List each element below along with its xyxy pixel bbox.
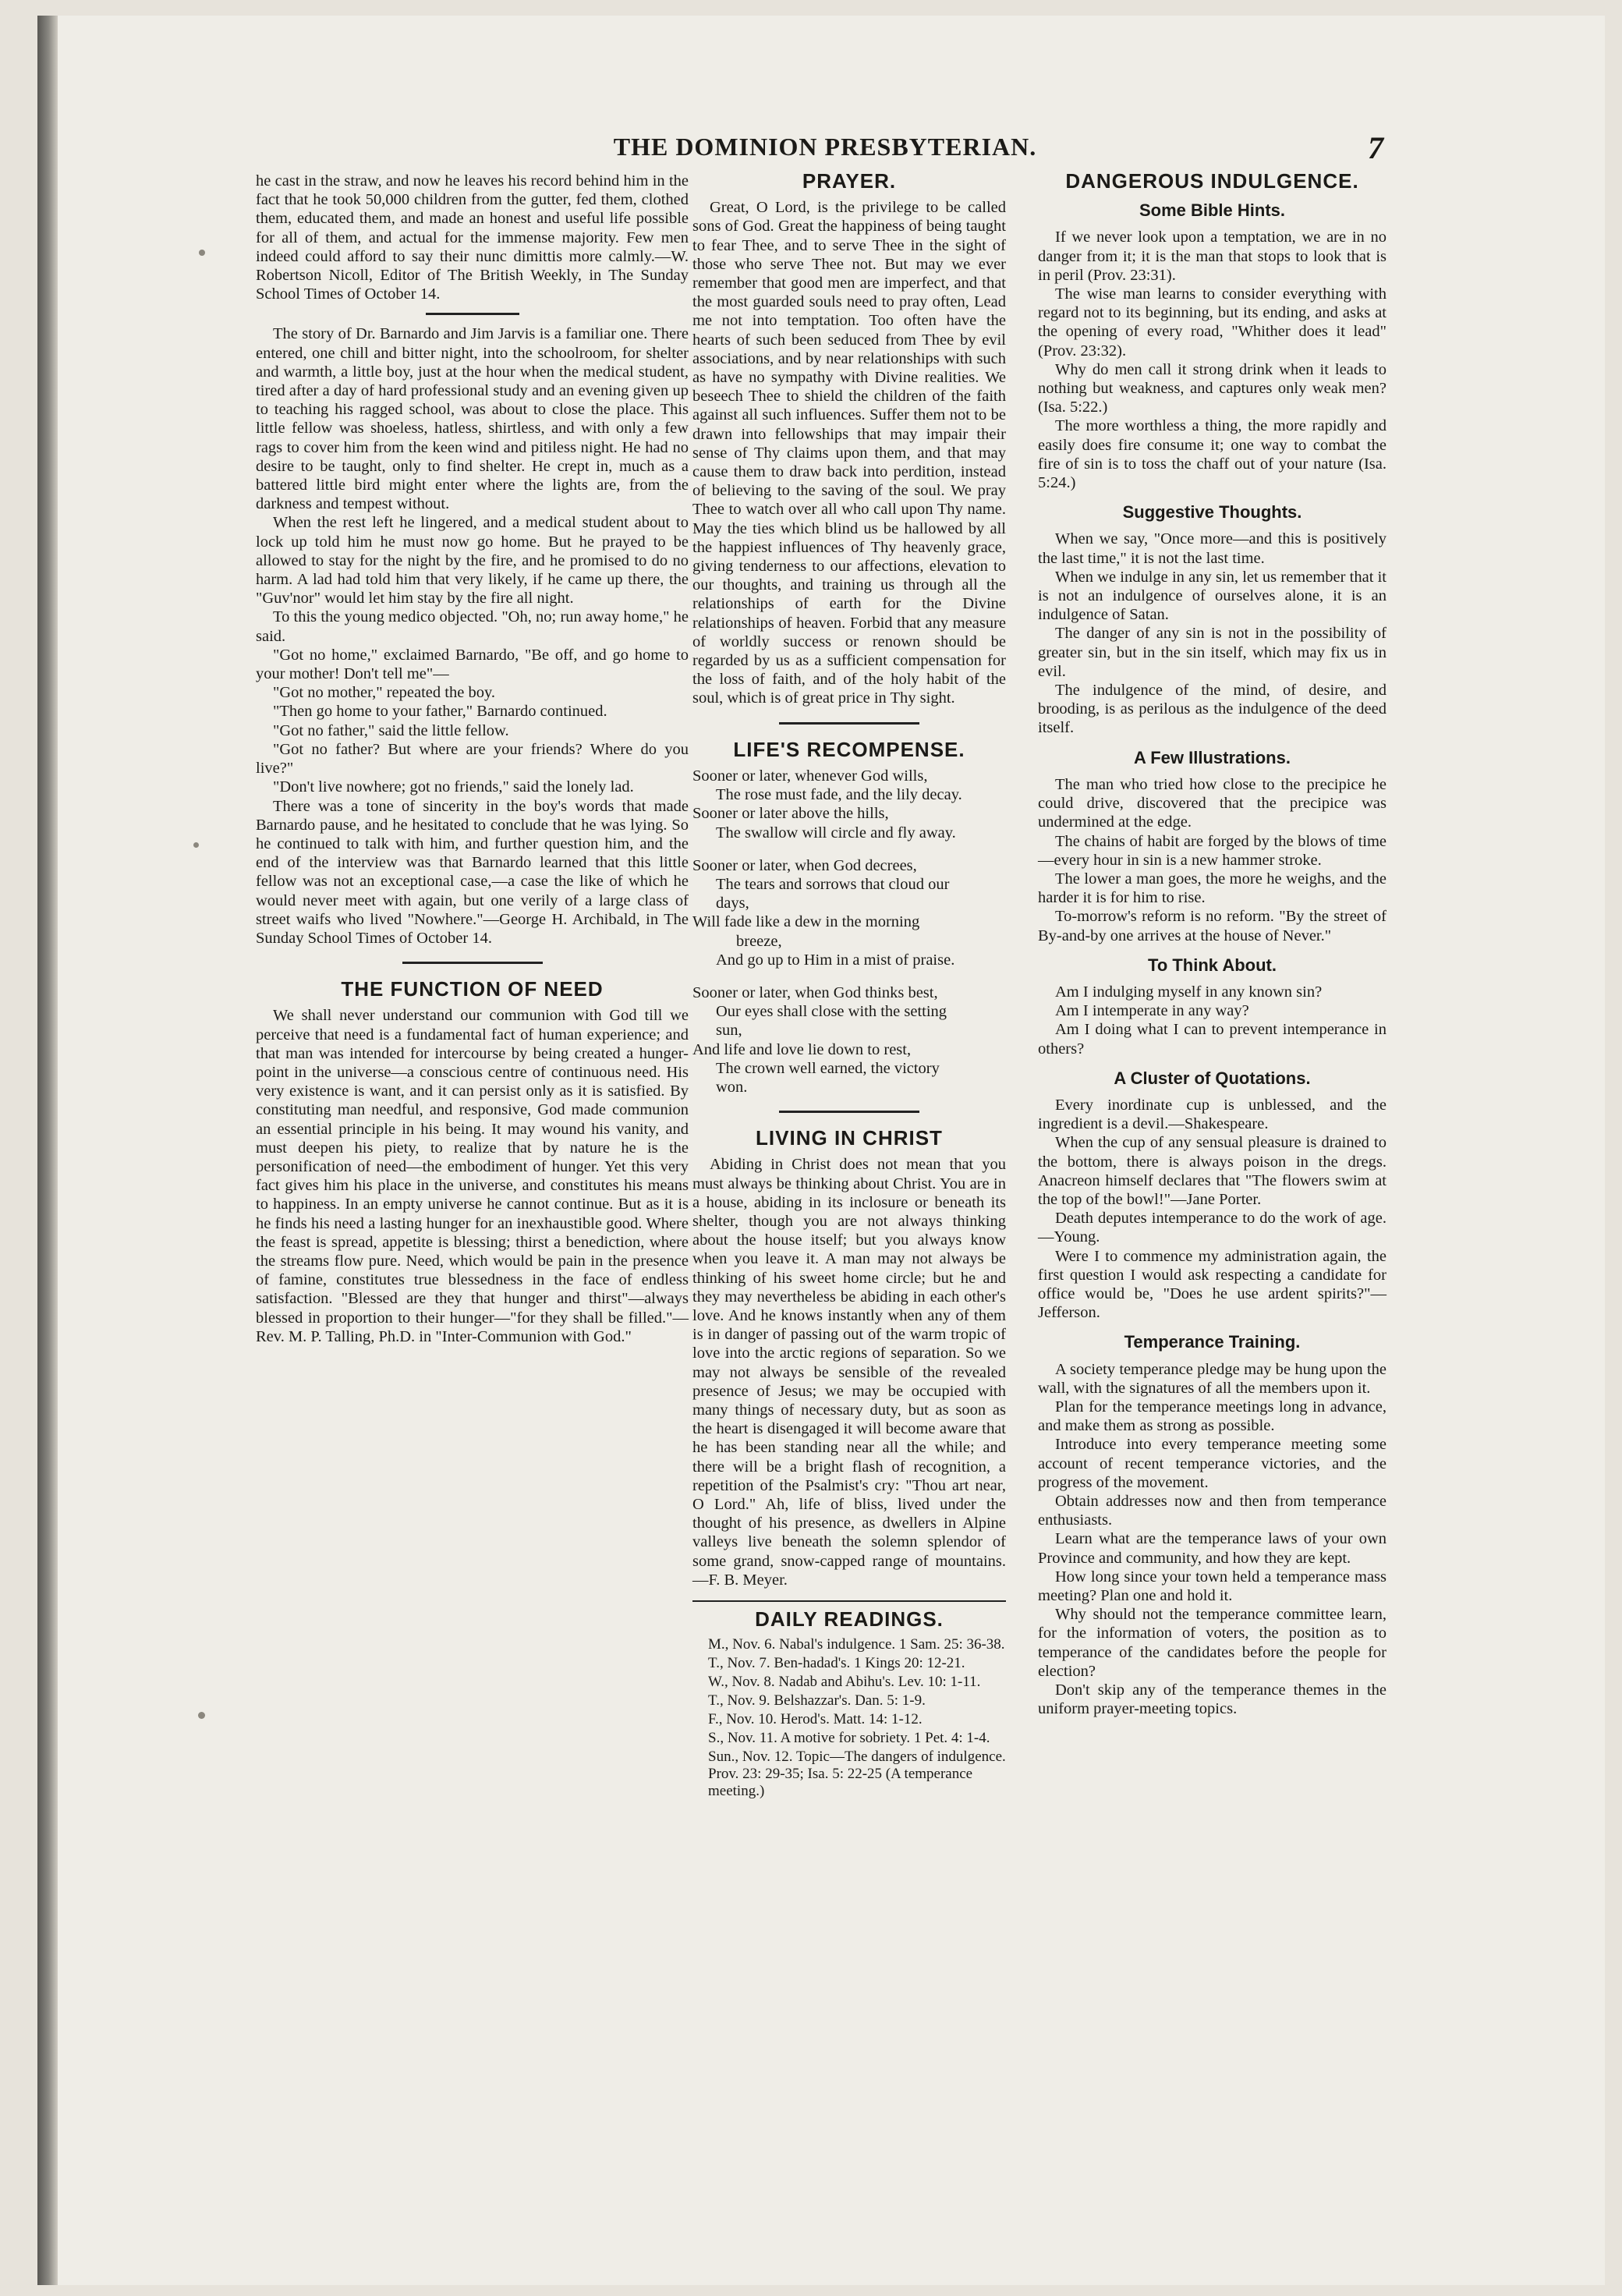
paragraph: The chains of habit are forged by the blows of time—every hour in sin is a new hammer stroke. bbox=[1038, 832, 1386, 869]
subheading-quotations: A Cluster of Quotations. bbox=[1114, 1068, 1311, 1088]
reading-item: F., Nov. 10. Herod's. Matt. 14: 1-12. bbox=[708, 1711, 923, 1728]
paragraph: When we say, "Once more—and this is positively the last time," it is not the last time. bbox=[1038, 530, 1386, 567]
poem-line: Our eyes shall close with the setting bbox=[716, 1003, 947, 1021]
divider bbox=[779, 1111, 919, 1113]
reading-item: Sun., Nov. 12. Topic—The dangers of indulgence. Prov. 23: 29-35; Isa. 5: 22-25 (A temperance meeting.) bbox=[708, 1749, 1006, 1800]
subheading-temperance-training: Temperance Training. bbox=[1124, 1332, 1301, 1352]
reading-item: W., Nov. 8. Nadab and Abihu's. Lev. 10: 1-11. bbox=[708, 1674, 981, 1691]
subheading-to-think-about: To Think About. bbox=[1148, 955, 1277, 975]
paragraph: The story of Dr. Barnardo and Jim Jarvis is a familiar one. There entered, one chill and bitter night, into the schoolroom, for shelter and warmth, a little boy, just at the hour when the medical student, tired after a day of hard professional study and an evening given up to teaching his ragged school, was about to close the place. This little fellow was shoeless, hatless, shirtless, and with only a few rags to cover him from the keen wind and pitiless night. He had no desire to be taught, only to find shelter. He crept in, much as a battered little bird might enter where the lights are, from the darkness and tempest without. bbox=[256, 325, 689, 513]
paragraph: When the rest left he lingered, and a medical student about to lock up told him he must now go home. But he prayed to be allowed to stay for the night by the fire, and he promised to do no harm. A lad had told him that very likely, if he came up there, the "Guv'nor" would let him stay by the fire all night. bbox=[256, 514, 689, 608]
poem-line: breeze, bbox=[736, 932, 782, 950]
poem-line: Sooner or later above the hills, bbox=[692, 805, 889, 823]
column-right bbox=[1038, 169, 1386, 1718]
poem-line: sun, bbox=[716, 1022, 742, 1040]
paragraph: "Got no home," exclaimed Barnardo, "Be off, and go home to your mother! Don't tell me"— bbox=[256, 646, 689, 683]
paragraph: The lower a man goes, the more he weighs, and the harder it is for him to rise. bbox=[1038, 870, 1386, 907]
paragraph: The more worthless a thing, the more rapidly and easily does fire consume it; one way to combat the fire of sin is to toss the chaff out of your nature (Isa. 5:24.) bbox=[1038, 417, 1386, 492]
paragraph: The wise man learns to consider everything with regard not to its beginning, but its ending, and asks at the opening of every road, "Whither does it lead" (Prov. 23:32). bbox=[1038, 285, 1386, 360]
heading-dangerous-indulgence: DANGEROUS INDULGENCE. bbox=[1065, 169, 1359, 193]
paragraph: The danger of any sin is not in the possibility of greater sin, but in the sin itself, which may fix us in evil. bbox=[1038, 625, 1386, 680]
poem-line: The swallow will circle and fly away. bbox=[716, 824, 956, 842]
paragraph: Am I indulging myself in any known sin? bbox=[1055, 983, 1323, 1001]
ink-spot bbox=[199, 250, 205, 256]
column-middle bbox=[692, 169, 1006, 1802]
paragraph: If we never look upon a temptation, we are in no danger from it; it is the man that stops to look that is in peril (Prov. 23:31). bbox=[1038, 229, 1386, 284]
heading-daily-readings: DAILY READINGS. bbox=[755, 1607, 944, 1632]
poem-line: Sooner or later, whenever God wills, bbox=[692, 767, 928, 785]
paragraph: "Then go home to your father," Barnardo continued. bbox=[273, 703, 607, 721]
paragraph: "Got no mother," repeated the boy. bbox=[273, 684, 495, 702]
divider bbox=[402, 962, 543, 964]
ink-spot bbox=[193, 842, 199, 848]
paragraph: There was a tone of sincerity in the boy's words that made Barnardo pause, and he hesitated to conclude that he was lying. So he continued to talk with him, and further question him, and the end of the interview was that Barnardo learned that this little fellow was not an exceptional case,—a case the like of which he would never meet with again, but one verily of a large class of street waifs who lived "Nowhere."—George H. Archibald, in The Sunday School Times of October 14. bbox=[256, 797, 689, 947]
poem-line: The tears and sorrows that cloud our bbox=[716, 875, 950, 893]
poem bbox=[692, 767, 1006, 1097]
paragraph: The man who tried how close to the precipice he could drive, discovered that the precipice was undermined at the edge. bbox=[1038, 775, 1386, 831]
page-number: 7 bbox=[1368, 130, 1383, 165]
newspaper-page bbox=[37, 16, 1605, 2285]
ink-spot bbox=[198, 1712, 205, 1719]
page-header: THE DOMINION PRESBYTERIAN. bbox=[613, 133, 1037, 161]
paragraph: Don't skip any of the temperance themes in the uniform prayer-meeting topics. bbox=[1038, 1681, 1386, 1718]
paragraph: Every inordinate cup is unblessed, and the ingredient is a devil.—Shakespeare. bbox=[1038, 1096, 1386, 1133]
paragraph: "Got no father? But where are your friends? Where do you live?" bbox=[256, 740, 689, 778]
poem-line: The rose must fade, and the lily decay. bbox=[716, 786, 962, 804]
paragraph: How long since your town held a temperance mass meeting? Plan one and hold it. bbox=[1038, 1568, 1386, 1605]
subheading-illustrations: A Few Illustrations. bbox=[1134, 747, 1291, 767]
paragraph: Why should not the temperance committee learn, for the information of voters, the position as to temperance of the candidates before the people for election? bbox=[1038, 1606, 1386, 1680]
poem-line: Will fade like a dew in the morning bbox=[692, 913, 920, 931]
heading-lifes-recompense: LIFE'S RECOMPENSE. bbox=[733, 737, 965, 761]
paragraph: When the cup of any sensual pleasure is drained to the bottom, there is always poison in the dregs. Anacreon himself declares that "The flowers swim at the top of the bowl!"—Jane Porter. bbox=[1038, 1134, 1386, 1208]
divider bbox=[779, 722, 919, 725]
paragraph: When we indulge in any sin, let us remember that it is not an indulgence of ourselves alone, it is an indulgence of Satan. bbox=[1038, 568, 1386, 624]
poem-line: days, bbox=[716, 895, 749, 912]
poem-line: And go up to Him in a mist of praise. bbox=[716, 951, 955, 969]
reading-item: S., Nov. 11. A motive for sobriety. 1 Pet. 4: 1-4. bbox=[708, 1730, 990, 1747]
poem-line: The crown well earned, the victory bbox=[716, 1059, 940, 1077]
poem-line: Sooner or later, when God thinks best, bbox=[692, 983, 938, 1001]
divider bbox=[426, 313, 519, 315]
reading-item: T., Nov. 9. Belshazzar's. Dan. 5: 1-9. bbox=[708, 1692, 926, 1710]
paragraph: To-morrow's reform is no reform. "By the street of By-and-by one arrives at the house of Never." bbox=[1038, 908, 1386, 944]
poem-line: Sooner or later, when God decrees, bbox=[692, 856, 917, 874]
paragraph: A society temperance pledge may be hung upon the wall, with the signatures of all the members upon it. bbox=[1038, 1360, 1386, 1397]
paragraph: Am I doing what I can to prevent intemperance in others? bbox=[1038, 1021, 1386, 1058]
heading-prayer: PRAYER. bbox=[802, 169, 897, 193]
paragraph: Were I to commence my administration again, the first question I would ask respecting a candidate for office would be, "Does he use ardent spirits?"—Jefferson. bbox=[1038, 1247, 1386, 1322]
paragraph: Obtain addresses now and then from temperance enthusiasts. bbox=[1038, 1493, 1386, 1529]
column-left bbox=[256, 172, 689, 1346]
paragraph: Introduce into every temperance meeting some account of recent temperance victories, and the progress of the movement. bbox=[1038, 1436, 1386, 1491]
paragraph: Learn what are the temperance laws of your own Province and community, and how they are kept. bbox=[1038, 1530, 1386, 1567]
paragraph: "Got no father," said the little fellow. bbox=[273, 721, 509, 739]
heading-living-in-christ: LIVING IN CHRIST bbox=[756, 1126, 943, 1150]
paragraph: "Don't live nowhere; got no friends," said the lonely lad. bbox=[273, 778, 634, 796]
paragraph: The indulgence of the mind, of desire, and brooding, is as perilous as the indulgence of the deed itself. bbox=[1038, 682, 1386, 737]
paragraph: Abiding in Christ does not mean that you must always be thinking about Christ. You are in a house, abiding in its inclosure or beneath its shelter, though you are not always thinking about the house itself; but you always know when you leave it. A man may not always be thinking of his sweet home circle; but he and they may nevertheless be abiding in each other's love. And he knows instantly when any of them is in danger of passing out of the warm tropic of love into the arctic regions of separation. So we may not always be sensible of the revealed presence of Jesus; we may be occupied with many things of necessary duty, but as soon as the heart is disengaged it will become aware that he has been standing near all the while; and there will be a bright flash of recognition, a repetition of the Psalmist's cry: "Thou art near, O Lord." Ah, life of bliss, lived under the thought of his presence, as dwellers in Alpine valleys live beneath the solemn splendor of some grand, snow-capped range of mountains.—F. B. Meyer. bbox=[692, 1156, 1006, 1589]
subheading-suggestive-thoughts: Suggestive Thoughts. bbox=[1122, 502, 1302, 523]
paragraph: Plan for the temperance meetings long in advance, and make them as strong as possible. bbox=[1038, 1398, 1386, 1435]
readings-list bbox=[692, 1636, 1006, 1800]
reading-item: M., Nov. 6. Nabal's indulgence. 1 Sam. 25: 36-38. bbox=[708, 1636, 1005, 1653]
paragraph: Great, O Lord, is the privilege to be called sons of God. Great the happiness of being taught to fear Thee, and to serve Thee in the sight of those who serve Thee not. But may we ever remember that good men are imperfect, and that the most guarded souls need to pray often, Lead me not into temptation. Too often have the hearts of such been seduced from Thee by evil associations, and by near relationships with such as have no sympathy with Divine realities. We beseech Thee to shield the children of the faith against all such influences. Suffer them not to be drawn into fellowships that may impair their sense of Thy claims upon them, and that may cause them to draw back into perdition, instead of believing to the saving of the soul. We pray Thee to watch over all who call upon Thy name. May the ties which blind us be hallowed by all the happiest influences of Thy heavenly grace, giving tenderness to our affections, elevation to our thoughts, and training us through all the relationships of earth for the Divine relationships of heaven. Forbid that any measure of worldly success or renown should be regarded by us as a sufficient compensation for the loss of faith, and of the holy habit of the soul, which is of great price in Thy sight. bbox=[692, 199, 1006, 707]
daily-readings-box bbox=[692, 1600, 1006, 1800]
paragraph: Why do men call it strong drink when it leads to nothing but weakness, and captures only weak men? (Isa. 5:22.) bbox=[1038, 360, 1386, 416]
reading-item: T., Nov. 7. Ben-hadad's. 1 Kings 20: 12-21. bbox=[708, 1655, 965, 1672]
poem-line: And life and love lie down to rest, bbox=[692, 1040, 912, 1058]
paragraph: Am I intemperate in any way? bbox=[1055, 1002, 1249, 1020]
poem-line: won. bbox=[716, 1078, 748, 1096]
heading-function-of-need: THE FUNCTION OF NEED bbox=[341, 977, 604, 1001]
paragraph: he cast in the straw, and now he leaves his record behind him in the fact that he took 50,000 children from the gutter, fed them, clothed them, educated them, and made an honest and useful life possible for all of them, and actual for the immense majority. Few men indeed could afford to say their nunc dimittis more calmly.—W. Robertson Nicoll, Editor of The British Weekly, in The Sunday School Times of October 14. bbox=[256, 172, 689, 303]
paragraph: Death deputes intemperance to do the work of age.—Young. bbox=[1038, 1210, 1386, 1246]
binding-spine bbox=[37, 16, 58, 2285]
paragraph: We shall never understand our communion with God till we perceive that need is a fundamental fact of human experience; and that man was intended for intercourse by being created a hunger-point in the universe—a conscious centre of continuous need. His very existence is want, and it can persist only as it is satisfied. By constituting man needful, and responsive, God made communion an essential principle in his being. It may wound his vanity, and must deepen his piety, to realize that by nature he is the personification of need—the embodiment of hunger. Yet this very fact gives him his place in the universe, and constitutes his means to happiness. In an empty universe he cannot continue. But as it is he finds his need a lasting hunger for an inexhaustible good. Where the feast is spread, appetite is blessing; thirst a benediction, where the streams flow pure. Need, which would be pain in the presence of famine, constitutes true blessedness in the face of endless satisfaction. "Blessed are they that hunger and thirst"—always blessed in proportion to their hunger—"for they shall be filled."—Rev. M. P. Talling, Ph.D. in "Inter-Communion with God." bbox=[256, 1007, 689, 1345]
paragraph: To this the young medico objected. "Oh, no; run away home," he said. bbox=[256, 608, 689, 645]
subheading-bible-hints: Some Bible Hints. bbox=[1139, 200, 1286, 221]
